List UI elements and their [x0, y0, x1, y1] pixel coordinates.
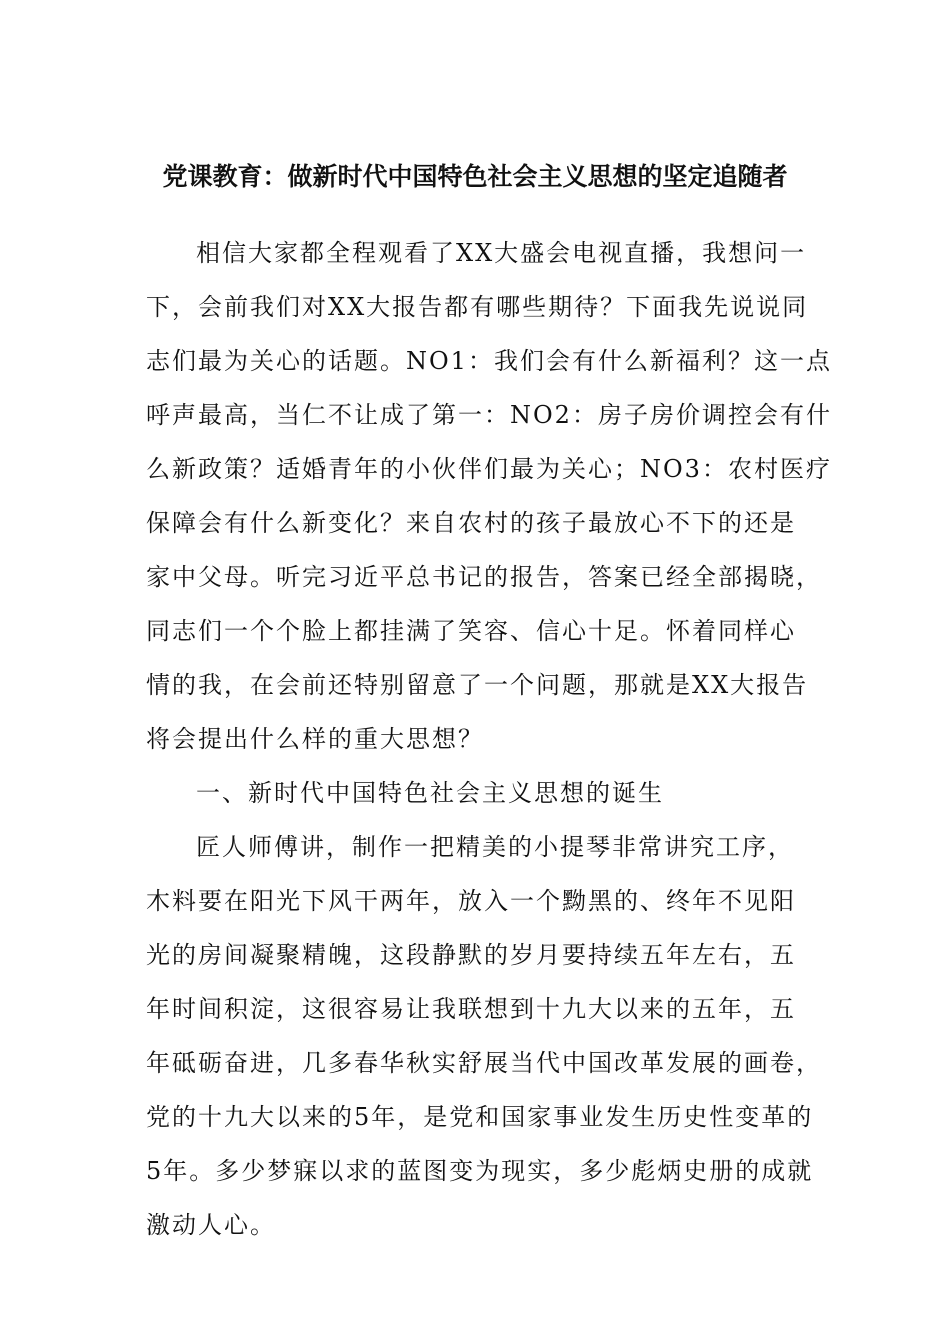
paragraph-1-line-8: 同志们一个个脸上都挂满了笑容、信心十足。怀着同样心	[146, 617, 796, 645]
section-heading-1: 一、新时代中国特色社会主义思想的诞生	[196, 779, 664, 807]
paragraph-1-line-4: 呼声最高，当仁不让成了第一：NO2：房子房价调控会有什	[146, 401, 832, 429]
paragraph-2-line-8: 激动人心。	[146, 1211, 276, 1239]
paragraph-1-line-10: 将会提出什么样的重大思想？	[146, 725, 484, 753]
paragraph-2-line-2: 木料要在阳光下风干两年，放入一个黝黑的、终年不见阳	[146, 887, 796, 915]
paragraph-1-line-6: 保障会有什么新变化？来自农村的孩子最放心不下的还是	[146, 509, 796, 537]
paragraph-2-line-1: 匠人师傅讲，制作一把精美的小提琴非常讲究工序，	[196, 833, 794, 861]
paragraph-1-line-3: 志们最为关心的话题。NO1：我们会有什么新福利？这一点	[146, 347, 832, 375]
paragraph-2-line-6: 党的十九大以来的5年，是党和国家事业发生历史性变革的	[146, 1103, 814, 1131]
paragraph-1-line-9: 情的我，在会前还特别留意了一个问题，那就是XX大报告	[146, 671, 809, 699]
paragraph-2-line-3: 光的房间凝聚精魄，这段静默的岁月要持续五年左右，五	[146, 941, 796, 969]
document-title: 党课教育：做新时代中国特色社会主义思想的坚定追随者	[162, 162, 788, 191]
paragraph-2-line-4: 年时间积淀，这很容易让我联想到十九大以来的五年，五	[146, 995, 796, 1023]
paragraph-2-line-5: 年砥砺奋进，几多春华秋实舒展当代中国改革发展的画卷，	[146, 1049, 822, 1077]
paragraph-2-line-7: 5年。多少梦寐以求的蓝图变为现实，多少彪炳史册的成就	[146, 1157, 814, 1185]
paragraph-1-line-2: 下，会前我们对XX大报告都有哪些期待？下面我先说说同	[146, 293, 809, 321]
paragraph-1-line-7: 家中父母。听完习近平总书记的报告，答案已经全部揭晓，	[146, 563, 822, 591]
document-body	[146, 226, 832, 1252]
paragraph-1-line-1: 相信大家都全程观看了XX大盛会电视直播，我想问一	[196, 239, 807, 267]
paragraph-1-line-5: 么新政策？适婚青年的小伙伴们最为关心；NO3：农村医疗	[146, 455, 832, 483]
